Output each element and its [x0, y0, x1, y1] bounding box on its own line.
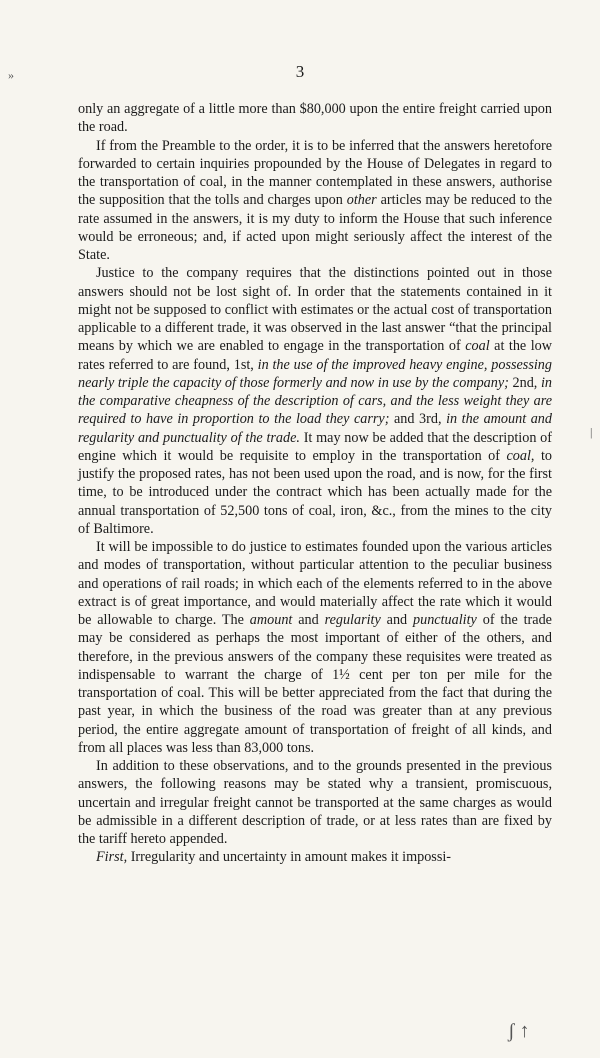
italic-text: coal	[465, 338, 490, 355]
paragraph-p1	[78, 100, 552, 137]
italic-text: other	[346, 192, 377, 209]
paragraph-text: Justice to the company requires that the distinctions pointed out in those answers should not be lost sight of. In order that the statements contained in it might not be supposed to conflict with estimates or the actual cost of transportation applicable to a different trade, it was observed in the last answer “that the principal means by which we are enabled to engage in the transportation of	[78, 265, 552, 355]
paragraph-p5	[78, 757, 552, 848]
margin-mark-right: |	[590, 425, 593, 439]
paragraph-text: and	[292, 612, 325, 628]
paragraph-p6	[78, 848, 552, 866]
italic-text: in the comparative cheapness of the description of cars, and the less weight they are required to have in proportion to the load they carry;	[78, 374, 552, 428]
paragraph-p4	[78, 538, 552, 757]
paragraph-text: It may now be added that the description of engine which it would be requisite to employ in the transportation of	[78, 429, 552, 464]
paragraph-text: In addition to these observations, and to the grounds presented in the previous answers, the following reasons may be stated why a transient, promiscuous, uncertain and irregular freight cannot be transported at the same charges as would be admissible in a different description of trade, or at less rates than are fixed by the tariff hereto appended.	[78, 758, 552, 847]
italic-text: punctuality	[413, 612, 477, 628]
italic-text: regularity	[324, 612, 381, 628]
margin-mark-bottom: ʃ ↑	[508, 1020, 530, 1042]
italic-text: in the amount and regularity and punctuality of the trade.	[78, 411, 552, 446]
paragraph-text: , to justify the proposed rates, has not been used upon the road, and is now, for the first time, to be introduced under the contract which has been actually made for the annual transportation of 52,500 tons of coal, iron, &c., from the mines to the city of Baltimore.	[78, 447, 552, 537]
paragraph-text: and 3rd,	[389, 411, 447, 428]
paragraph-text: and	[380, 612, 414, 628]
italic-text: in the use of the improved heavy engine, possessing nearly triple the capacity of those formerly and now in use by the company;	[78, 356, 552, 391]
paragraph-text: articles may be reduced to the rate assumed in the answers, it is my duty to inform the House that such inference would be erroneous; and, if acted upon might seriously affect the interest of the State.	[78, 192, 552, 263]
margin-mark-left: »	[8, 68, 14, 82]
paragraph-text: If from the Preamble to the order, it is to be inferred that the answers heretofore forwarded to certain inquiries propounded by the House of Delegates in regard to the transportation of coal, in the manner contemplated in these answers, authorise the supposition that the tolls and charges upon	[78, 137, 552, 209]
paragraph-text: 2nd,	[512, 374, 541, 391]
page-number: 3	[295, 62, 305, 81]
paragraph-text: of the trade may be considered as perhaps the most important of either of the others, and therefore, in the previous answers of the company these requisites were treated as indispensable to warrant the charge of 1½ cent per ton per mile for the transportation of coal. This will be better appreciated from the fact that during the past year, in which the business of the road was greater than at any previous period, the entire aggregate amount of transportation of freight of all kinds, and from all places was less than 83,000 tons.	[78, 612, 552, 756]
italic-text: amount	[249, 612, 293, 628]
paragraph-text: It will be impossible to do justice to estimates founded upon the various articles and modes of transportation, without particular attention to the peculiar business and operations of rail roads; in which each of the elements referred to in the above extract is of great importance, and would materially affect the rate which it would be allowable to charge. The	[78, 539, 552, 628]
italic-text: coal	[506, 447, 531, 464]
paragraph-text: only an aggregate of a little more than $80,000 upon the entire freight carried upon the road.	[78, 101, 552, 136]
paragraph-p3	[78, 264, 552, 538]
document-body	[78, 100, 552, 867]
paragraph-p2	[78, 137, 552, 265]
paragraph-text: at the low rates referred to are found, 1st,	[78, 338, 552, 373]
italic-text: First,	[96, 849, 128, 866]
paragraph-text: Irregularity and uncertainty in amount makes it impossi-	[127, 849, 452, 866]
